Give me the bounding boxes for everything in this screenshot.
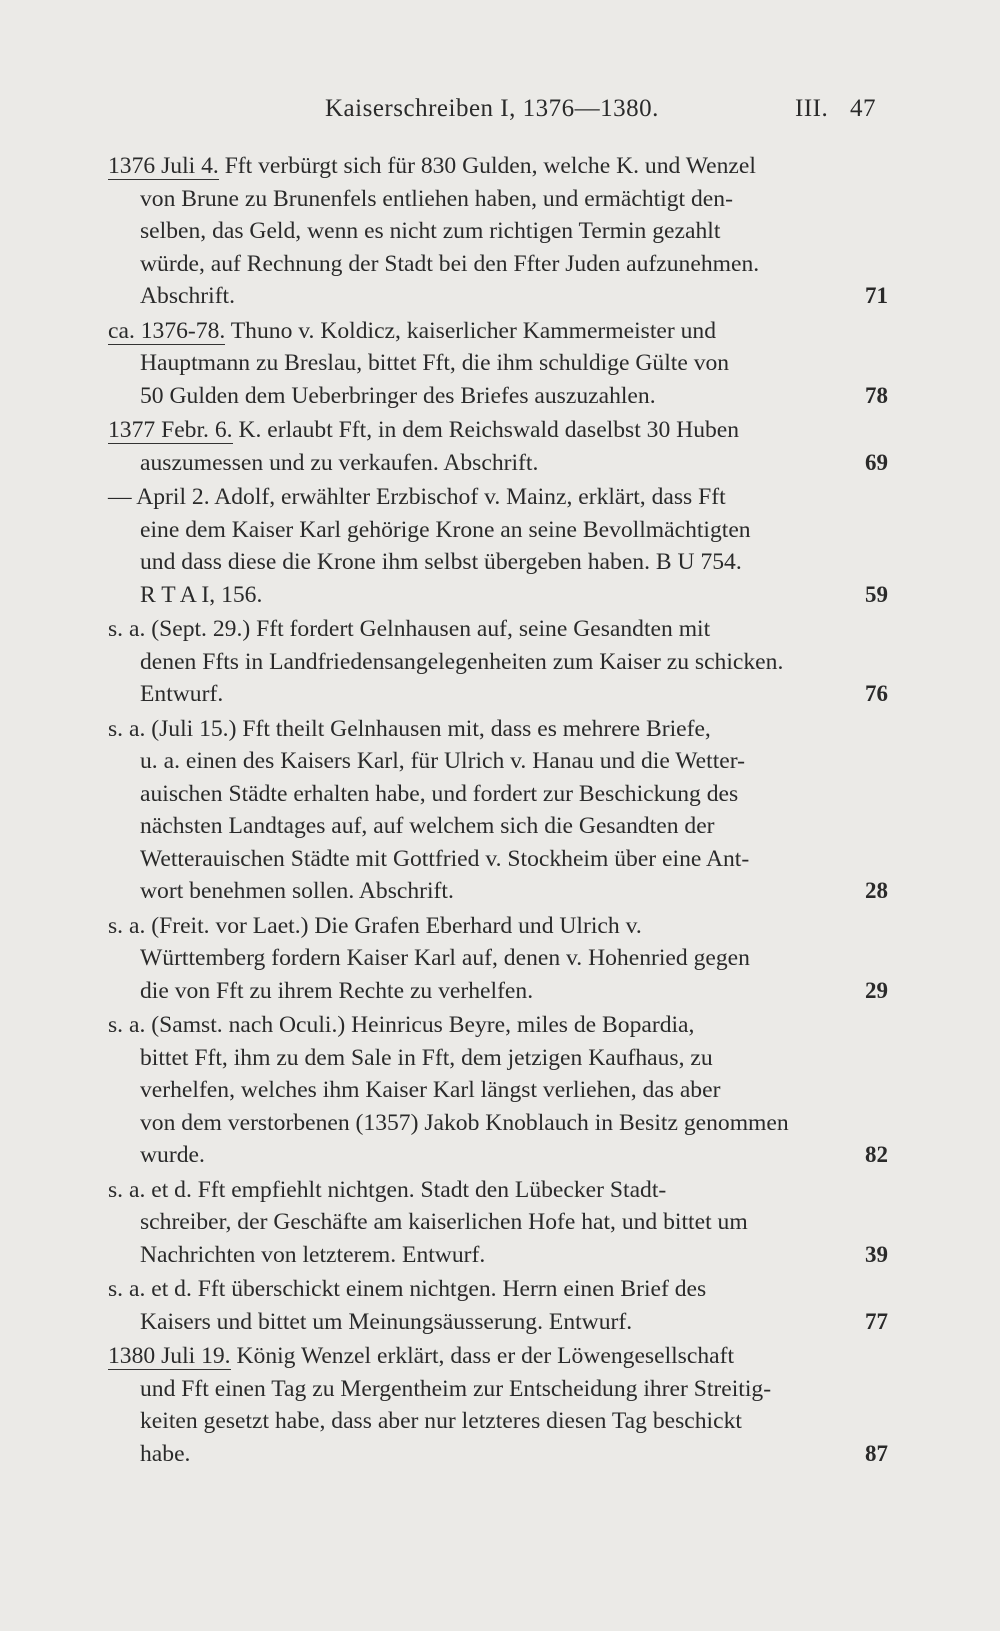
entry-number: 59: [865, 581, 888, 607]
register-entry: [108, 481, 888, 611]
entry-line: [108, 745, 888, 778]
entry-first-line: [108, 414, 888, 447]
entry-date: s. a. (Samst. nach Oculi.): [108, 1012, 346, 1038]
entry-text: Fft empfiehlt nichtgen. Stadt den Lübecker Stadt-: [197, 1176, 667, 1203]
entry-text: denen Ffts in Landfriedensangelegenheiten zum Kaiser zu schicken.: [140, 648, 784, 675]
header-section: III.: [795, 95, 829, 122]
entry-text: würde, auf Rechnung der Stadt bei den Ffter Juden aufzunehmen.: [140, 250, 760, 277]
entry-text: nächsten Landtages auf, auf welchem sich die Gesandten der: [140, 813, 715, 839]
register-entry: [108, 1174, 888, 1272]
header-title: Kaiserschreiben I, 1376—1380.: [325, 95, 659, 122]
entry-line: [108, 248, 888, 281]
entry-line: [108, 1074, 888, 1107]
register-entry: [108, 1009, 888, 1172]
entry-number: 39: [865, 1241, 888, 1267]
entry-line: [108, 546, 888, 579]
entry-line: [108, 778, 888, 811]
entry-line: [108, 280, 888, 313]
entry-line: [108, 810, 888, 843]
running-header: [0, 95, 1000, 135]
entry-text: Abschrift.: [140, 283, 236, 309]
entry-text: Entwurf.: [140, 681, 224, 707]
register-entry: [108, 1273, 888, 1338]
entry-text: Fft überschickt einem nichtgen. Herrn einen Brief des: [197, 1276, 707, 1302]
entry-line: [108, 514, 888, 547]
entry-line: [108, 1438, 888, 1471]
register-entry: [108, 1340, 888, 1470]
entry-line: [108, 1042, 888, 1075]
entry-text: auszumessen und zu verkaufen. Abschrift.: [140, 449, 539, 476]
register-entry: [108, 414, 888, 479]
entry-line: [108, 215, 888, 248]
entry-number: 78: [865, 382, 888, 408]
entry-number: 29: [865, 977, 888, 1003]
entry-text: Die Grafen Eberhard und Ulrich v.: [314, 912, 642, 939]
entry-date: s. a. (Freit. vor Laet.): [108, 912, 309, 939]
entry-first-line: [108, 1340, 888, 1373]
entry-date: 1380 Juli 19.: [108, 1343, 231, 1369]
entry-number: 87: [865, 1440, 888, 1466]
entry-text: K. erlaubt Fft, in dem Reichswald daselbst 30 Huben: [238, 417, 740, 443]
entry-text: von dem verstorbenen (1357) Jakob Knoblauch in Besitz genommen: [140, 1109, 789, 1136]
entry-text: Heinricus Beyre, miles de Bopardia,: [351, 1012, 695, 1038]
entry-first-line: [108, 1273, 888, 1306]
entry-first-line: [108, 481, 888, 514]
entry-text: wort benehmen sollen. Abschrift.: [140, 878, 454, 904]
entry-text: Fft fordert Gelnhausen auf, seine Gesandten mit: [256, 616, 711, 642]
entry-text: bittet Fft, ihm zu dem Sale in Fft, dem jetzigen Kaufhaus, zu: [140, 1044, 713, 1071]
entry-first-line: [108, 613, 888, 646]
entry-list: [108, 150, 888, 1472]
register-entry: [108, 150, 888, 313]
entry-date: s. a. et d.: [108, 1176, 192, 1203]
entry-first-line: [108, 910, 888, 943]
entry-text: habe.: [140, 1440, 191, 1467]
entry-text: Thuno v. Koldicz, kaiserlicher Kammermeister und: [230, 317, 717, 344]
entry-line: [108, 380, 888, 413]
entry-line: [108, 1239, 888, 1272]
entry-text: schreiber, der Geschäfte am kaiserlichen Hofe hat, und bittet um: [140, 1209, 748, 1235]
entry-line: [108, 678, 888, 711]
entry-line: [108, 1139, 888, 1172]
entry-first-line: [108, 315, 888, 348]
entry-line: [108, 183, 888, 216]
entry-text: Adolf, erwählter Erzbischof v. Mainz, erklärt, dass Fft: [214, 484, 726, 510]
entry-text: Wetterauischen Städte mit Gottfried v. Stockheim über eine Ant-: [140, 845, 750, 872]
entry-number: 69: [865, 449, 888, 475]
entry-date: s. a. et d.: [108, 1276, 192, 1302]
entry-text: Fft verbürgt sich für 830 Gulden, welche K. und Wenzel: [224, 153, 756, 179]
entry-number: 28: [865, 878, 888, 903]
entry-first-line: [108, 150, 888, 183]
entry-line: [108, 1206, 888, 1239]
register-entry: [108, 613, 888, 711]
entry-line: [108, 875, 888, 908]
entry-text: R T A I, 156.: [140, 581, 263, 608]
entry-line: [108, 447, 888, 480]
entry-text: und dass diese die Krone ihm selbst übergeben haben. B U 754.: [140, 549, 742, 575]
entry-text: Nachrichten von letzterem. Entwurf.: [140, 1241, 486, 1268]
entry-text: Fft theilt Gelnhausen mit, dass es mehrere Briefe,: [242, 715, 711, 742]
entry-text: auischen Städte erhalten habe, und fordert zur Beschickung des: [140, 780, 739, 807]
entry-number: 82: [865, 1142, 888, 1167]
entry-text: König Wenzel erklärt, dass er der Löwengesellschaft: [236, 1343, 735, 1369]
register-entry: [108, 713, 888, 908]
entry-text: Württemberg fordern Kaiser Karl auf, denen v. Hohenried gegen: [140, 945, 750, 971]
entry-number: 77: [865, 1308, 888, 1334]
entry-line: [108, 942, 888, 975]
entry-number: 71: [865, 283, 888, 308]
register-entry: [108, 910, 888, 1008]
entry-text: wurde.: [140, 1142, 205, 1168]
entry-date: 1377 Febr. 6.: [108, 417, 233, 443]
entry-text: von Brune zu Brunenfels entliehen haben, und ermächtigt den-: [140, 185, 733, 212]
entry-date: s. a. (Juli 15.): [108, 715, 237, 742]
entry-text: und Fft einen Tag zu Mergentheim zur Entscheidung ihrer Streitig-: [140, 1375, 772, 1402]
entry-text: Hauptmann zu Breslau, bittet Fft, die ihm schuldige Gülte von: [140, 350, 730, 376]
page-number: 47: [850, 95, 876, 122]
entry-text: Kaisers und bittet um Meinungsäusserung. Entwurf.: [140, 1308, 633, 1335]
entry-text: u. a. einen des Kaisers Karl, für Ulrich v. Hanau und die Wetter-: [140, 748, 745, 774]
entry-date: ca. 1376-78.: [108, 317, 226, 344]
entry-text: selben, das Geld, wenn es nicht zum richtigen Termin gezahlt: [140, 218, 721, 244]
entry-line: [108, 1107, 888, 1140]
entry-line: [108, 975, 888, 1008]
register-entry: [108, 315, 888, 413]
entry-text: verhelfen, welches ihm Kaiser Karl längst verliehen, das aber: [140, 1077, 721, 1103]
entry-text: keiten gesetzt habe, dass aber nur letzteres diesen Tag beschickt: [140, 1408, 742, 1434]
entry-line: [108, 579, 888, 612]
entry-line: [108, 347, 888, 380]
entry-date: s. a. (Sept. 29.): [108, 616, 251, 642]
entry-text: die von Fft zu ihrem Rechte zu verhelfen.: [140, 977, 534, 1004]
entry-text: 50 Gulden dem Ueberbringer des Briefes auszuzahlen.: [140, 382, 656, 409]
entry-date: — April 2.: [108, 484, 210, 510]
entry-line: [108, 1373, 888, 1406]
entry-line: [108, 1306, 888, 1339]
entry-text: eine dem Kaiser Karl gehörige Krone an seine Bevollmächtigten: [140, 516, 751, 543]
entry-number: 76: [865, 681, 888, 706]
entry-line: [108, 843, 888, 876]
entry-line: [108, 1405, 888, 1438]
entry-first-line: [108, 1009, 888, 1042]
entry-first-line: [108, 713, 888, 746]
entry-date: 1376 Juli 4.: [108, 153, 219, 179]
entry-first-line: [108, 1174, 888, 1207]
entry-line: [108, 646, 888, 679]
